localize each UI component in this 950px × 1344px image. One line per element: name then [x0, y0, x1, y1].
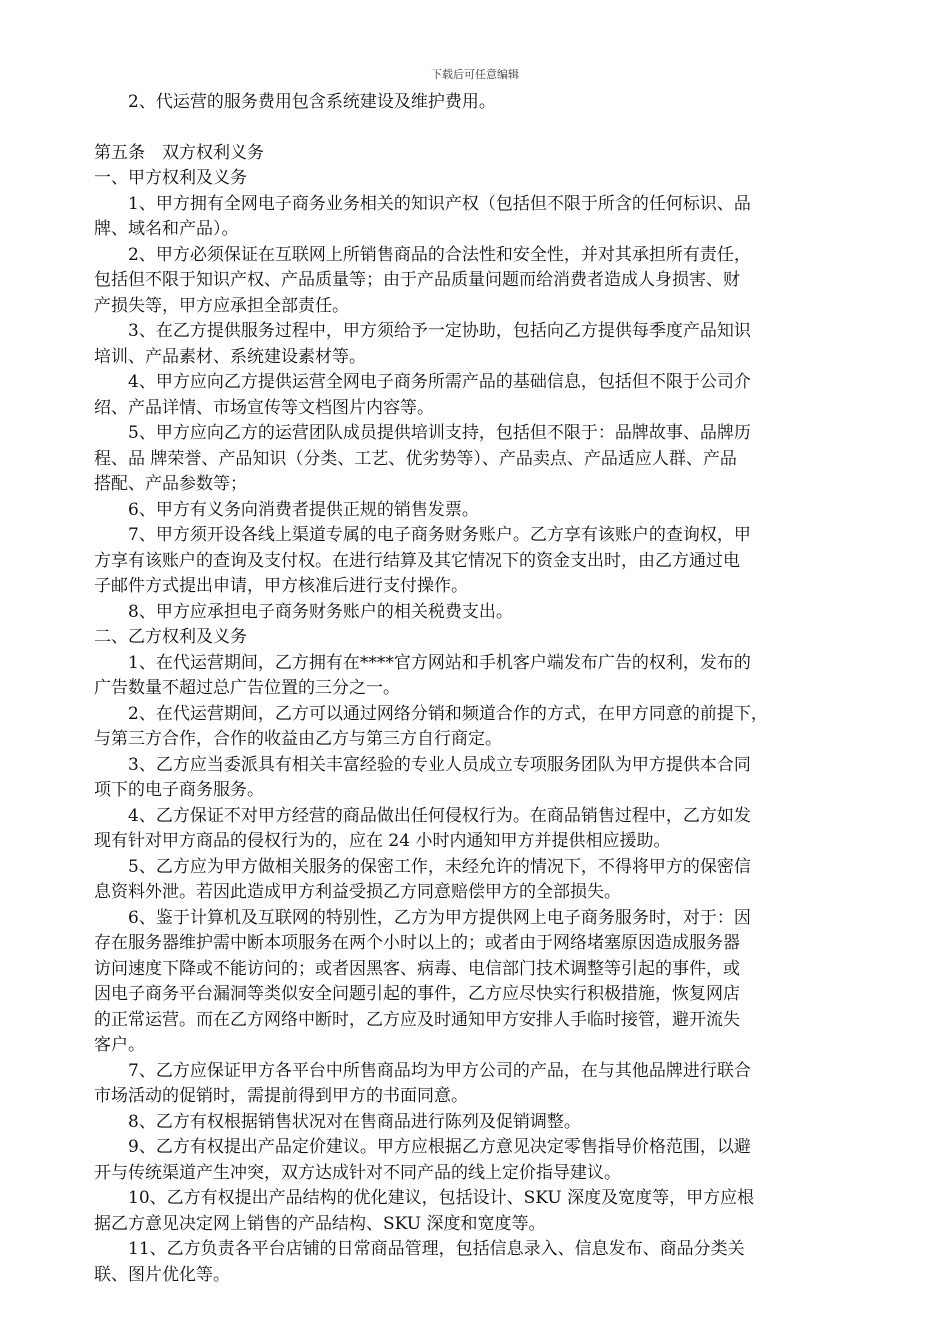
- text-line: 据乙方意见决定网上销售的产品结构、SKU 深度和宽度等。: [94, 1213, 546, 1234]
- text-line: 绍、产品详情、市场宣传等文档图片内容等。: [94, 397, 434, 418]
- text-line: 开与传统渠道产生冲突，双方达成针对不同产品的线上定价指导建议。: [94, 1162, 621, 1183]
- text-line: 6、鉴于计算机及互联网的特别性，乙方为甲方提供网上电子商务服务时，对于：因: [94, 907, 751, 928]
- text-line: 5、甲方应向乙方的运营团队成员提供培训支持，包括但不限于：品牌故事、品牌历: [94, 423, 751, 443]
- text-line: 7、乙方应保证甲方各平台中所售商品均为甲方公司的产品，在与其他品牌进行联合: [94, 1060, 751, 1081]
- text-line: 6、甲方有义务向消费者提供正规的销售发票。: [94, 499, 479, 520]
- text-line: 市场活动的促销时，需提前得到甲方的书面同意。: [94, 1086, 468, 1106]
- text-line: 10、乙方有权提出产品结构的优化建议，包括设计、SKU 深度及宽度等，甲方应根: [94, 1188, 755, 1208]
- text-line: 4、乙方保证不对甲方经营的商品做出任何侵权行为。在商品销售过程中，乙方如发: [94, 805, 751, 826]
- text-line: 联、图片优化等。: [94, 1264, 230, 1285]
- text-line: 因电子商务平台漏洞等类似安全问题引起的事件，乙方应尽快实行积极措施，恢复网店: [94, 984, 740, 1004]
- text-line: 4、甲方应向乙方提供运营全网电子商务所需产品的基础信息，包括但不限于公司介: [94, 372, 751, 392]
- section2-body: [94, 651, 834, 1289]
- text-line: 3、乙方应当委派具有相关丰富经验的专业人员成立专项服务团队为甲方提供本合同: [94, 754, 751, 775]
- text-line: 方享有该账户的查询及支付权。在进行结算及其它情况下的资金支出时，由乙方通过电: [94, 550, 740, 571]
- header-note: 下载后可任意编辑: [431, 68, 519, 81]
- paragraph-gap: [94, 116, 834, 141]
- text-line: 3、在乙方提供服务过程中，甲方须给予一定协助，包括向乙方提供每季度产品知识: [94, 321, 751, 341]
- text-line: 11、乙方负责各平台店铺的日常商品管理，包括信息录入、信息发布、商品分类关: [94, 1239, 745, 1259]
- text-line: 现有针对甲方商品的侵权行为的，应在 24 小时内通知甲方并提供相应援助。: [94, 831, 671, 851]
- text-line: 2、在代运营期间，乙方可以通过网络分销和频道合作的方式，在甲方同意的前提下，: [94, 703, 768, 724]
- section1-body: [94, 192, 834, 626]
- document-body: [94, 90, 834, 1288]
- text-line: 的正常运营。而在乙方网络中断时，乙方应及时通知甲方安排人手临时接管，避开流失: [94, 1009, 740, 1030]
- text-line: 客户。: [94, 1035, 145, 1055]
- article-title: 第五条 双方权利义务: [94, 142, 264, 163]
- text-line: 8、乙方有权根据销售状况对在售商品进行陈列及促销调整。: [94, 1111, 581, 1132]
- text-line: 存在服务器维护需中断本项服务在两个小时以上的；或者由于网络堵塞原因造成服务器: [94, 933, 740, 953]
- text-line: 5、乙方应为甲方做相关服务的保密工作，未经允许的情况下，不得将甲方的保密信: [94, 856, 751, 877]
- text-line: 牌、域名和产品）。: [94, 219, 239, 239]
- text-line: 9、乙方有权提出产品定价建议。甲方应根据乙方意见决定零售指导价格范围，以避: [94, 1137, 751, 1157]
- text-line: 培训、产品素材、系统建设素材等。: [94, 346, 366, 367]
- text-line: 1、甲方拥有全网电子商务业务相关的知识产权（包括但不限于所含的任何标识、品: [94, 193, 751, 214]
- section2-title: 二、乙方权利及义务: [94, 627, 247, 647]
- text-line: 2、甲方必须保证在互联网上所销售商品的合法性和安全性，并对其承担所有责任，: [94, 244, 751, 265]
- text-line: 项下的电子商务服务。: [94, 780, 264, 800]
- text-line: 与第三方合作，合作的收益由乙方与第三方自行商定。: [94, 729, 502, 749]
- text-line: 8、甲方应承担电子商务财务账户的相关税费支出。: [94, 601, 513, 622]
- text-line: 程、品 牌荣誉、产品知识（分类、工艺、优劣势等）、产品卖点、产品适应人群、产品: [94, 448, 737, 469]
- text-line: 子邮件方式提出申请，甲方核准后进行支付操作。: [94, 576, 468, 596]
- text-line: 包括但不限于知识产权、产品质量等；由于产品质量问题而给消费者造成人身损害、财: [94, 270, 740, 290]
- text-line: 产损失等，甲方应承担全部责任。: [94, 295, 349, 316]
- text-line: 7、甲方须开设各线上渠道专属的电子商务财务账户。乙方享有该账户的查询权，甲: [94, 525, 751, 545]
- section1-title: 一、甲方权利及义务: [94, 168, 247, 188]
- text-line: 息资料外泄。若因此造成甲方利益受损乙方同意赔偿甲方的全部损失。: [94, 882, 621, 902]
- text-line: 广告数量不超过总广告位置的三分之一。: [94, 678, 400, 698]
- text-line: 1、在代运营期间，乙方拥有在****官方网站和手机客户端发布广告的权利，发布的: [94, 652, 751, 673]
- text-line: 访问速度下降或不能访问的；或者因黑客、病毒、电信部门技术调整等引起的事件，或: [94, 958, 740, 979]
- intro-line: 2、代运营的服务费用包含系统建设及维护费用。: [94, 92, 496, 112]
- text-line: 搭配、产品参数等；: [94, 474, 247, 494]
